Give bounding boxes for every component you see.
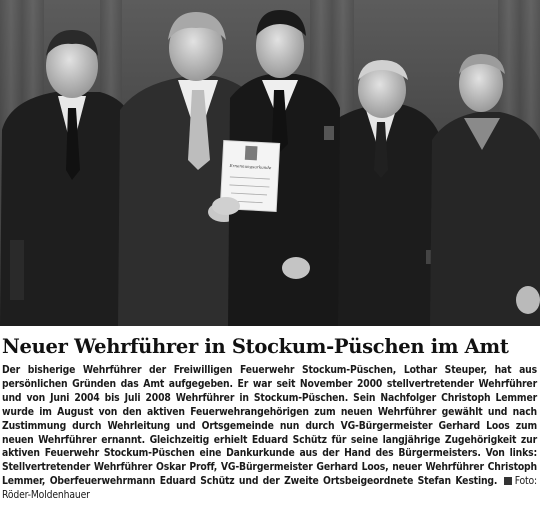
article-headline: Neuer Wehrführer in Stockum-Püschen im Amt [2,335,509,358]
photo-credit: Foto: Röder-Moldenhauer [2,475,537,502]
photo-credit-marker-icon [504,477,512,485]
article-body-text: Der bisherige Wehrführer der Freiwilligen Feuerwehr Stockum-Püschen, Lothar Steuper, hat aus persönlichen Gründen das Amt aufgegeben. Er war seit November 2000 stellvertretender Wehrführer und von Juni 2004 bis Juli 2008 Wehrführer in Stockum-Püschen. Sein Nachfolger Christoph Lemmer wurde im August von den aktiven Feuerwehrangehörigen zum neuen Wehrführer gewählt und nach Zustimmung durch Wehrleitung und Ortsgemeinde nun durch VG-Bürgermeister Gerhard Loos zum neuen Wehrführer ernannt. Gleichzeitig erhielt Eduard Schütz für seine langjährige Zugehörigkeit zur aktiven Feuerwehr Stockum-Püschen eine Dankurkunde aus der Hand des Bürgermeisters. Von links: Stellvertretender Wehrführer Oskar Proff, VG-Bürgermeister Gerhard Loos, neuer Wehrführer Christoph Lemmer, Oberfeuerwehrmann Eduard Schütz und der Zweite Ortsbeigeordnete Stefan Kesting. [2,364,537,488]
article-body [2,364,537,503]
certificate-heading: Ernennungsurkunde [229,162,272,171]
